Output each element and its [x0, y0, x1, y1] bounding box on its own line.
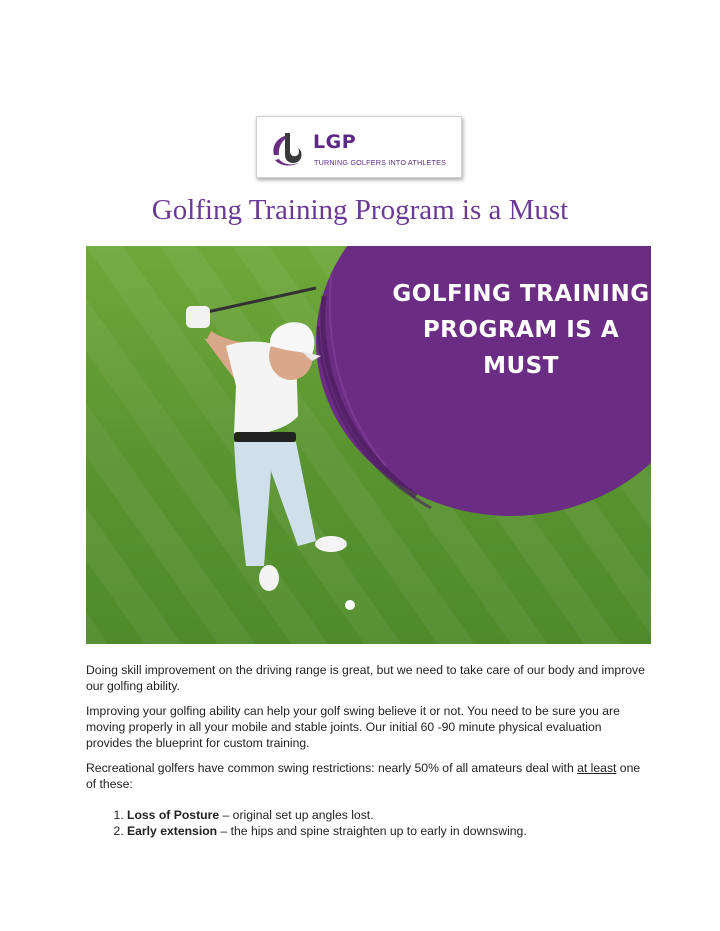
body-content — [86, 662, 646, 839]
list-item-term: Early extension — [127, 824, 218, 838]
lgp-logo-icon — [269, 129, 305, 167]
hero-image — [86, 246, 651, 644]
hero-line-3: MUST — [483, 353, 559, 379]
paragraph-3-text: Recreational golfers have common swing restrictions: nearly 50% of all amateurs deal with — [86, 761, 578, 775]
paragraph-2: Improving your golfing ability can help your golf swing believe it or not. You need to be sure you are moving properly in all your mobile and stable joints. Our initial 60 -90 minute physical evaluation provides the blueprint for custom training. — [86, 704, 620, 750]
paragraph-3-end: one of these: — [86, 761, 641, 791]
page-title: Golfing Training Program is a Must — [151, 194, 569, 226]
logo-name: LGP — [313, 131, 357, 153]
paragraph-3 — [86, 760, 646, 792]
list-item — [127, 807, 646, 823]
list-item-desc: – original set up angles lost. — [219, 808, 374, 822]
at-least-link[interactable]: at least — [577, 761, 617, 775]
list-item-desc: – the hips and spine straighten up to early in downswing. — [217, 824, 527, 838]
logo-tagline: TURNING GOLFERS INTO ATHLETES — [314, 158, 447, 167]
paragraph-1: Doing skill improvement on the driving range is great, but we need to take care of our body and improve our golfing ability. — [86, 663, 645, 693]
hero-line-2: PROGRAM IS A — [422, 317, 620, 343]
hero-heading — [326, 276, 651, 384]
logo — [256, 116, 462, 178]
list-item-term: Loss of Posture — [127, 808, 220, 822]
restriction-list — [86, 807, 646, 839]
hero-line-1: GOLFING TRAINING — [392, 281, 650, 307]
list-item — [127, 823, 646, 839]
